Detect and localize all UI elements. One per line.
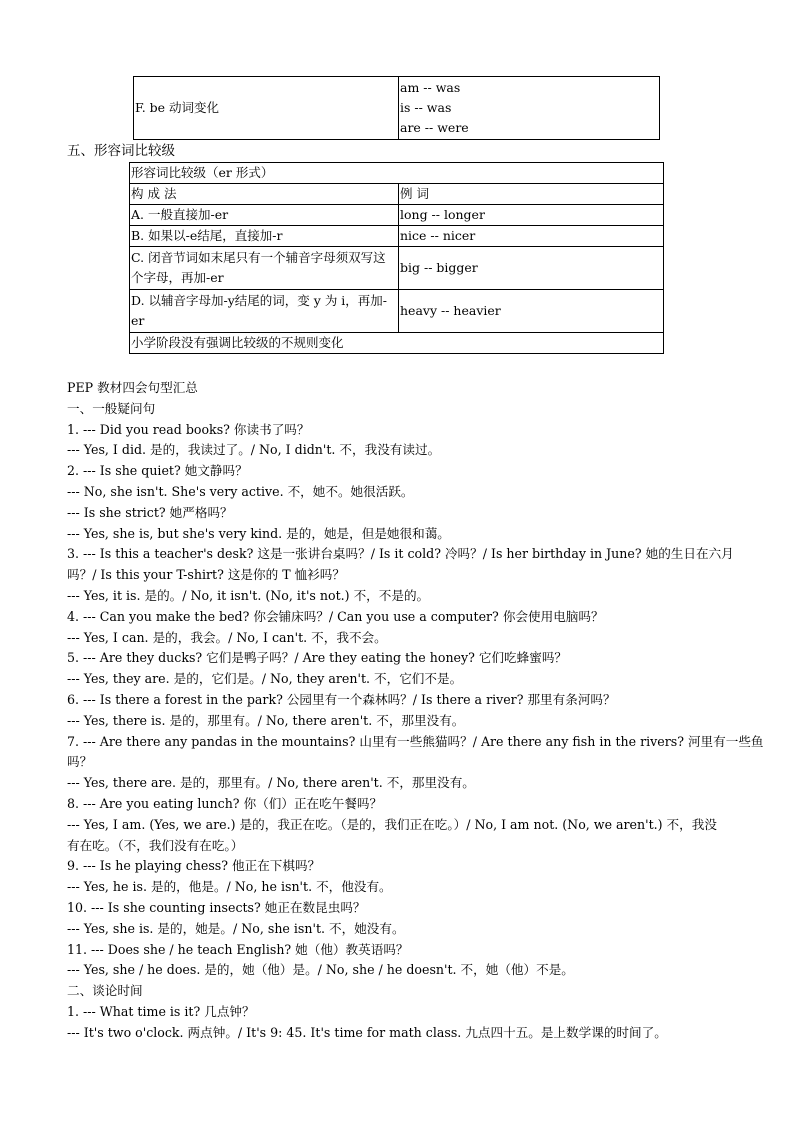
text-line: --- Is she strict? 她严格吗？	[67, 504, 233, 520]
be-form-is: is -- was	[400, 100, 452, 115]
text-line: --- Yes, there is. 是的，那里有。/ No, there aren't. 不，那里没有。	[67, 712, 465, 728]
text-line: 4. --- Can you make the bed? 你会铺床吗？/ Can you use a computer? 你会使用电脑吗？	[67, 608, 604, 624]
text-line: 8. --- Are you eating lunch? 你（们）正在吃午餐吗？	[67, 795, 383, 811]
be-verb-table	[133, 76, 660, 140]
be-verb-forms	[399, 77, 660, 140]
text-line: 6. --- Is there a forest in the park? 公园里有一个森林吗？/ Is there a river? 那里有条河吗？	[67, 691, 616, 707]
comparative-table	[129, 162, 664, 354]
text-line: --- It's two o'clock. 两点钟。/ It's 9: 45. It's time for math class. 九点四十五。是上数学课的时间了。	[67, 1024, 667, 1040]
text-line: --- Yes, she is, but she's very kind. 是的，她是，但是她很和蔼。	[67, 525, 450, 541]
be-form-am: am -- was	[400, 80, 461, 95]
text-line: 吗？/ Is this your T-shirt? 这是你的 T 恤衫吗？	[67, 567, 345, 583]
text-line: 二、谈论时间	[67, 983, 143, 999]
text-line: 有在吃。（不，我们没有在吃。）	[67, 837, 244, 853]
text-line: 9. --- Is he playing chess? 他正在下棋吗？	[67, 858, 321, 874]
text-line: --- Yes, she / he does. 是的，她（他）是。/ No, she / he doesn't. 不，她（他）不是。	[67, 962, 574, 978]
rule-a: A. 一般直接加-er	[130, 205, 399, 226]
text-line: --- Yes, I am. (Yes, we are.) 是的，我正在吃。（是的，我们正在吃。）/ No, I am not. (No, we aren't.) 不，我没	[67, 816, 717, 832]
comparative-table-header: 形容词比较级（er 形式）	[130, 163, 664, 184]
comparative-table-footer: 小学阶段没有强调比较级的不规则变化	[130, 333, 664, 354]
text-line: --- Yes, there are. 是的，那里有。/ No, there aren't. 不，那里没有。	[67, 775, 475, 791]
text-line: --- No, she isn't. She's very active. 不，她不。她很活跃。	[67, 483, 414, 499]
col-head-example: 例 词	[399, 184, 664, 205]
rule-b: B. 如果以-e结尾，直接加-r	[130, 226, 399, 247]
rule-c: C. 闭音节词如末尾只有一个辅音字母须双写这个字母，再加-er	[130, 247, 399, 290]
text-line: --- Yes, it is. 是的。/ No, it isn't. (No, it's not.) 不，不是的。	[67, 587, 430, 603]
example-d: heavy -- heavier	[399, 290, 664, 333]
section5-heading: 五、形容词比较级	[67, 143, 175, 159]
text-line: --- Yes, he is. 是的，他是。/ No, he isn't. 不，他没有。	[67, 879, 392, 895]
rule-d: D. 以辅音字母加-y结尾的词，变 y 为 i，再加-er	[130, 290, 399, 333]
example-c: big -- bigger	[399, 247, 664, 290]
text-line: 1. --- Did you read books? 你读书了吗？	[67, 421, 310, 437]
text-line: 2. --- Is she quiet? 她文静吗？	[67, 463, 248, 479]
text-line: --- Yes, I can. 是的，我会。/ No, I can't. 不，我不会。	[67, 629, 387, 645]
text-line: --- Yes, they are. 是的，它们是。/ No, they aren't. 不，它们不是。	[67, 671, 463, 687]
text-line: 5. --- Are they ducks? 它们是鸭子吗？/ Are they eating the honey? 它们吃蜂蜜吗？	[67, 650, 568, 666]
col-head-rule: 构 成 法	[130, 184, 399, 205]
text-line: 1. --- What time is it? 几点钟？	[67, 1003, 255, 1019]
text-line: 7. --- Are there any pandas in the mountains? 山里有一些熊猫吗？/ Are there any fish in the rivers? 河里有一些鱼	[67, 733, 764, 749]
text-line: 10. --- Is she counting insects? 她正在数昆虫吗？	[67, 899, 366, 915]
example-a: long -- longer	[399, 205, 664, 226]
be-form-are: are -- were	[400, 120, 469, 135]
example-b: nice -- nicer	[399, 226, 664, 247]
text-line: --- Yes, she is. 是的，她是。/ No, she isn't. 不，她没有。	[67, 920, 405, 936]
text-line: --- Yes, I did. 是的，我读过了。/ No, I didn't. 不，我没有读过。	[67, 442, 441, 458]
text-line: 3. --- Is this a teacher's desk? 这是一张讲台桌吗？/ Is it cold? 冷吗？/ Is her birthday in June? 她的生日在六月	[67, 546, 734, 562]
be-verb-label: F. be 动词变化	[134, 77, 399, 140]
sentence-pattern-list	[67, 378, 764, 1044]
text-line: PEP 教材四会句型汇总	[67, 380, 198, 395]
text-line: 一、一般疑问句	[67, 400, 156, 416]
text-line: 吗？	[67, 754, 93, 770]
text-line: 11. --- Does she / he teach English? 她（他）教英语吗？	[67, 941, 409, 957]
